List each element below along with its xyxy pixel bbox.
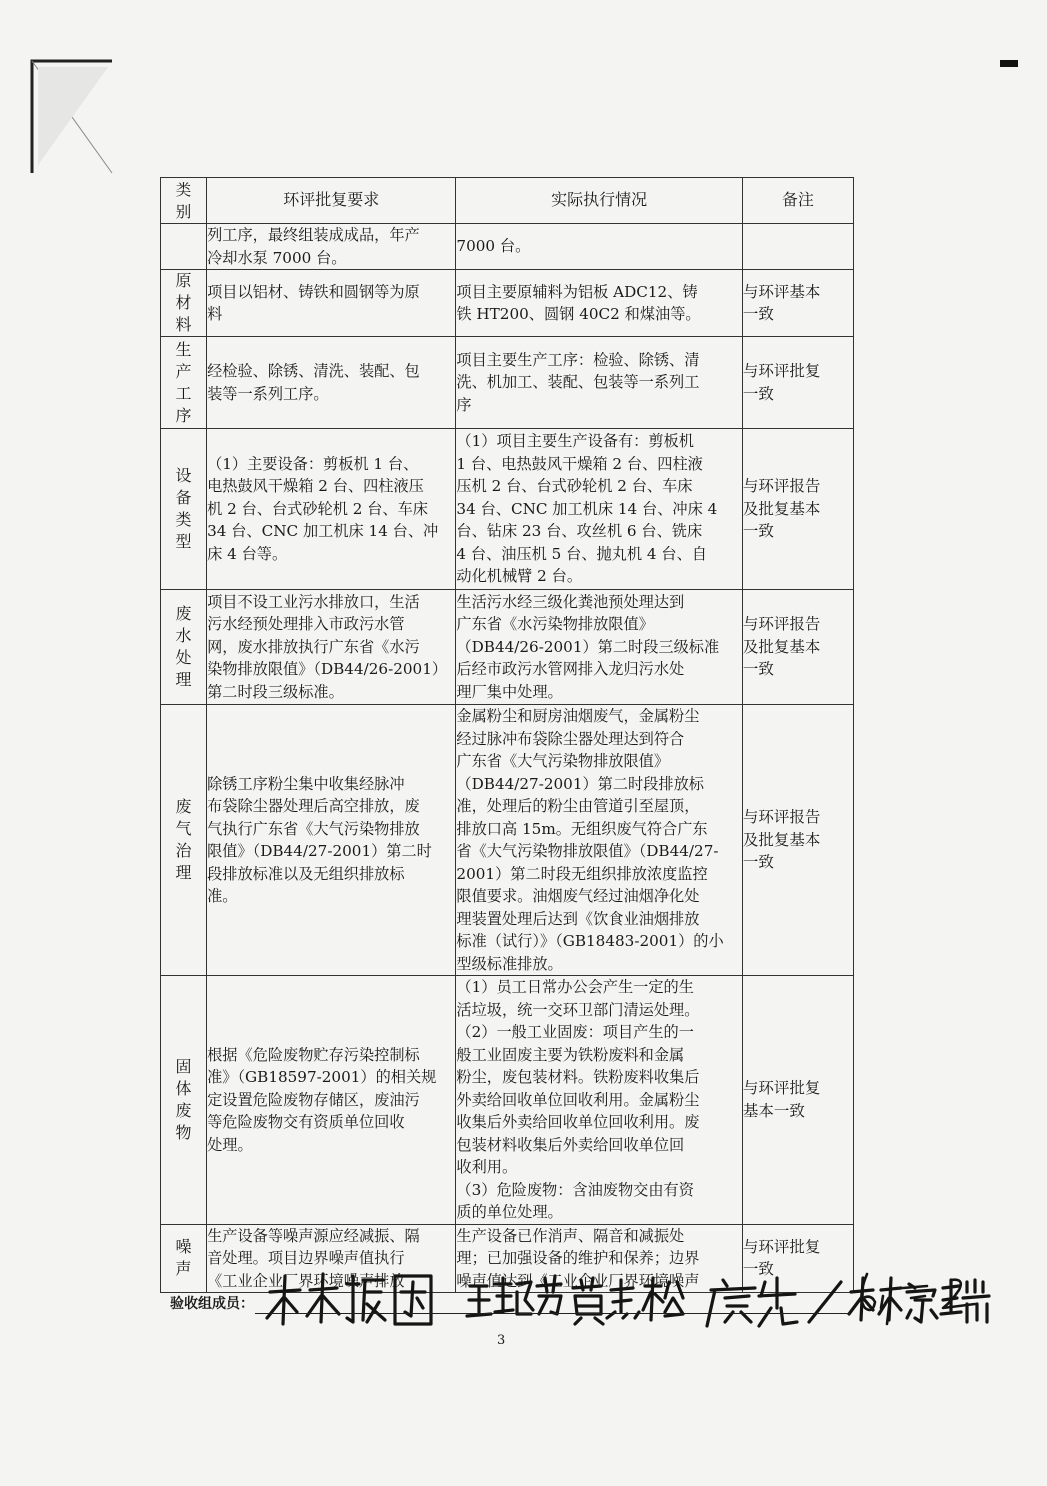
requirement-cell: 经检验、除锈、清洗、装配、包 装等一系列工序。 — [207, 337, 456, 429]
header-actual: 实际执行情况 — [456, 178, 742, 224]
acceptance-table — [160, 177, 854, 1293]
category-cell — [161, 224, 207, 270]
actual-cell: 金属粉尘和厨房油烟废气，金属粉尘 经过脉冲布袋除尘器处理达到符合 广东省《大气污染物排放限值》 （DB44/27-2001）第二时段排放标 准，处理后的粉尘由管道引至屋顶， 排放口高 15m。无组织废气符合广东 省《大气污染物排放限值》（DB44/27- 2001）第二时段无组织排放浓度监控 限值要求。油烟废气经过油烟净化处 理装置处理后达到《饮食业油烟排放 标准（试行）》（GB18483-2001）的小 型级标准排放。 — [456, 705, 742, 976]
actual-cell: 7000 台。 — [456, 224, 742, 270]
requirement-cell: 项目以铝材、铸铁和圆钢等为原 料 — [207, 270, 456, 337]
page-number: 3 — [497, 1333, 506, 1348]
actual-cell: （1）项目主要生产设备有：剪板机 1 台、电热鼓风干燥箱 2 台、四柱液 压机 2 台、台式砂轮机 2 台、车床 34 台、CNC 加工机床 14 台、冲床 4 台、钻床 23 台、攻丝机 6 台、铣床 4 台、油压机 5 台、抛丸机 4 台、自 动化机械臂 2 台。 — [456, 429, 742, 590]
header-category: 类 别 — [161, 178, 207, 224]
footer-label: 验收组成员： — [170, 1296, 254, 1312]
note-cell: 与环评批复 基本一致 — [742, 976, 853, 1225]
header-requirement: 环评批复要求 — [207, 178, 456, 224]
actual-cell: 项目主要原辅料为铝板 ADC12、铸 铁 HT200、圆钢 40C2 和煤油等。 — [456, 270, 742, 337]
table-row-raw-materials — [161, 270, 854, 337]
scan-corner-fold — [28, 55, 118, 175]
requirement-cell: 根据《危险废物贮存污染控制标 准》（GB18597-2001）的相关规 定设置危险废物存储区，废油污 等危险废物交有资质单位回收 处理。 — [207, 976, 456, 1225]
category-cell: 固 体 废 物 — [161, 976, 207, 1225]
note-cell — [742, 224, 853, 270]
category-cell: 设 备 类 型 — [161, 429, 207, 590]
actual-cell: 生活污水经三级化粪池预处理达到 广东省《水污染物排放限值》 （DB44/26-2001）第二时段三级标准 后经市政污水管网排入龙归污水处 理厂集中处理。 — [456, 590, 742, 705]
category-cell: 废 水 处 理 — [161, 590, 207, 705]
actual-cell: 生产设备已作消声、隔音和减振处 理；已加强设备的维护和保养；边界 噪声值达到《工业企业厂界环境噪声 — [456, 1224, 742, 1293]
table-header-row — [161, 178, 854, 224]
header-note: 备注 — [742, 178, 853, 224]
handwritten-date-scribble — [855, 1268, 985, 1330]
requirement-cell: 项目不设工业污水排放口，生活 污水经预处理排入市政污水管 网，废水排放执行广东省《水污 染物排放限值》（DB44/26-2001） 第二时段三级标准。 — [207, 590, 456, 705]
actual-cell: 项目主要生产工序：检验、除锈、清 洗、机加工、装配、包装等一系列工 序 — [456, 337, 742, 429]
note-cell: 与环评报告 及批复基本 一致 — [742, 429, 853, 590]
note-cell: 与环评批复 一致 — [742, 1224, 853, 1293]
table-row-waste-gas-treatment — [161, 705, 854, 976]
table-row-solid-waste — [161, 976, 854, 1225]
scan-edge-mark — [1000, 60, 1018, 67]
note-cell: 与环评报告 及批复基本 一致 — [742, 590, 853, 705]
table-row-production-process — [161, 337, 854, 429]
note-cell: 与环评基本 一致 — [742, 270, 853, 337]
category-cell: 生 产 工 序 — [161, 337, 207, 429]
requirement-cell: 生产设备等噪声源应经减振、隔 音处理。项目边界噪声值执行 《工业企业厂界环境噪声排放 — [207, 1224, 456, 1293]
table-row-equipment-types — [161, 429, 854, 590]
requirement-cell: 列工序，最终组装成成品，年产 冷却水泵 7000 台。 — [207, 224, 456, 270]
note-cell: 与环评批复 一致 — [742, 337, 853, 429]
note-cell: 与环评报告 及批复基本 一致 — [742, 705, 853, 976]
table-row-continuation — [161, 224, 854, 270]
actual-cell: （1）员工日常办公会产生一定的生 活垃圾，统一交环卫部门清运处理。 （2）一般工业固废：项目产生的一 般工业固废主要为铁粉废料和金属 粉尘，废包装材料。铁粉废料收集后 外卖给回收单位回收利用。金属粉尘 收集后外卖给回收单位回收利用。废 包装材料收集后外卖给回收单位回 收利用。 （3）危险废物：含油废物交由有资 质的单位处理。 — [456, 976, 742, 1225]
requirement-cell: （1）主要设备：剪板机 1 台、 电热鼓风干燥箱 2 台、四柱液压 机 2 台、台式砂轮机 2 台、车床 34 台、CNC 加工机床 14 台、冲 床 4 台等。 — [207, 429, 456, 590]
table-row-wastewater-treatment — [161, 590, 854, 705]
signature-line — [255, 1313, 850, 1314]
category-cell: 原 材 料 — [161, 270, 207, 337]
category-cell: 废 气 治 理 — [161, 705, 207, 976]
category-cell: 噪 声 — [161, 1224, 207, 1293]
requirement-cell: 除锈工序粉尘集中收集经脉冲 布袋除尘器处理后高空排放，废 气执行广东省《大气污染物排放 限值》（DB44/27-2001）第二时 段排放标准以及无组织排放标 准。 — [207, 705, 456, 976]
